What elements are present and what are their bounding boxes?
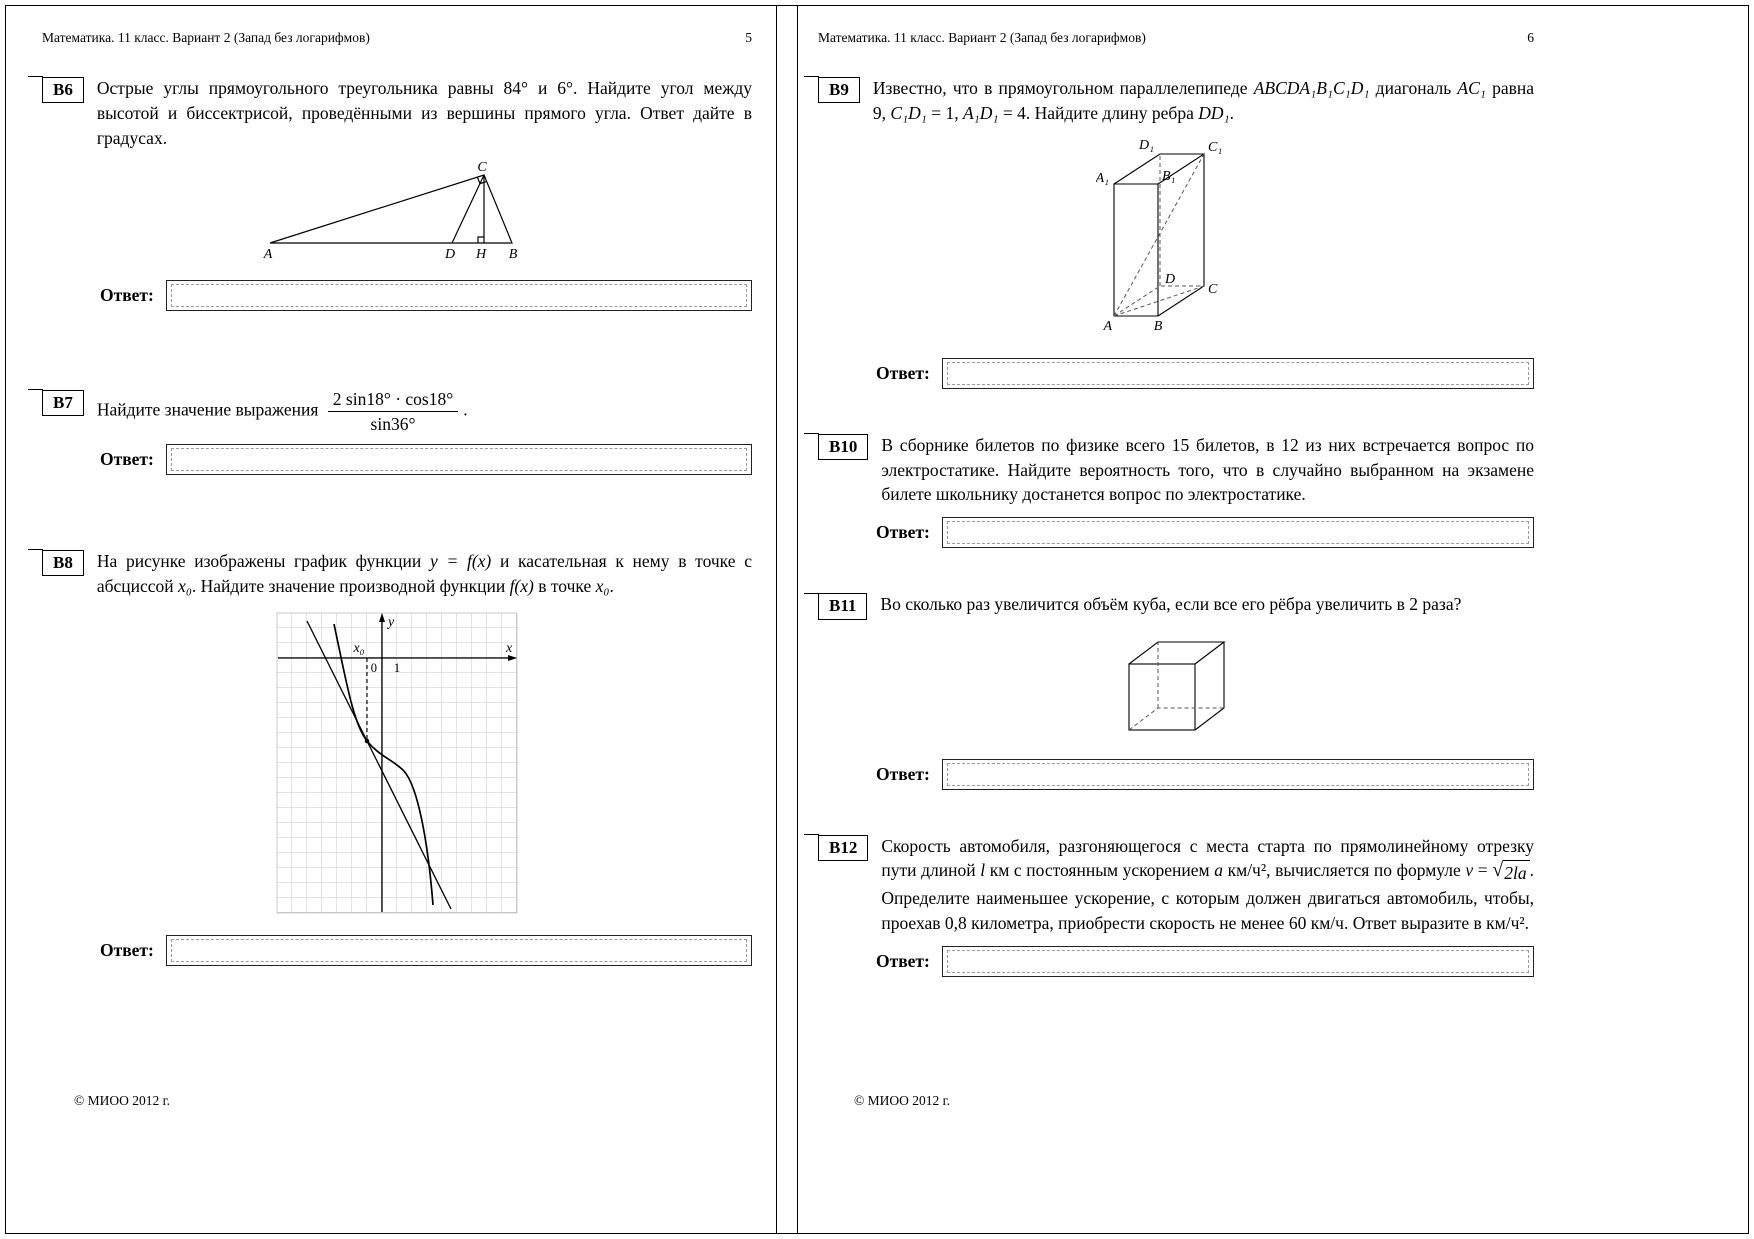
page-5-footer: © МИОО 2012 г. [74, 1093, 171, 1108]
answer-row-b10 [876, 517, 1534, 548]
b9-t1: Известно, что в прямоугольном параллелепипеде [872, 78, 1254, 98]
b9-m3: C₁D₁ [890, 102, 927, 123]
box-base-diagonal [1114, 286, 1204, 316]
cube-figure [818, 630, 1534, 747]
box-label-b: B [1153, 318, 1163, 334]
box-label-d: D [1165, 271, 1176, 287]
page-6 [798, 6, 1748, 1233]
answer-label-b12: Ответ: [876, 950, 930, 971]
radical-expression [1492, 860, 1529, 886]
answer-field-b11-inner [947, 763, 1529, 786]
answer-field-b10-inner [947, 521, 1529, 544]
problem-b12-label: В12 [818, 835, 868, 861]
page-5 [6, 6, 776, 1233]
b12-t3: км/ч², вычисляется по формуле [1223, 860, 1466, 881]
answer-label-b6: Ответ: [100, 284, 154, 305]
cube-figure-svg [1119, 630, 1234, 742]
triangle-figure-svg [262, 161, 532, 263]
vertex-label-b: B [508, 246, 518, 262]
box-label-c1: C₁ [1208, 139, 1223, 155]
problem-b11-label: В11 [818, 593, 867, 619]
problem-b11 [818, 592, 1534, 789]
b8-m4: x₀ [595, 575, 610, 596]
b12-m2: a [1214, 860, 1223, 881]
b12-t4: = [1473, 860, 1493, 881]
right-angle-mark-h [478, 237, 484, 243]
b8-t2: и касательная к нему в точке с абсциссой [96, 550, 752, 596]
page-5-header [42, 30, 752, 46]
answer-field-b6[interactable] [166, 280, 752, 311]
problem-b9-text [873, 76, 1534, 126]
page-5-number: 5 [745, 30, 752, 45]
b8-t5: . [609, 575, 614, 596]
fraction-numerator: 2 sin18° · cos18° [332, 388, 454, 409]
answer-label-b10: Ответ: [876, 522, 930, 543]
answer-field-b11[interactable] [942, 759, 1534, 790]
vertex-label-h: H [475, 246, 487, 262]
b9-t3: равна 9, [872, 78, 1535, 123]
b12-t1: Скорость автомобиля, разгоняющегося с места старта по прямолинейному отрезку пути длиной [881, 835, 1534, 881]
page-6-header-title: Математика. 11 класс. Вариант 2 (Запад без логарифмов) [818, 30, 1146, 45]
answer-label-b11: Ответ: [876, 763, 930, 784]
problem-b9 [818, 76, 1534, 389]
problem-b11-row [818, 592, 1534, 619]
page-divider [776, 6, 798, 1233]
radical-argument: 2la [1503, 860, 1529, 886]
problem-b7 [42, 389, 752, 475]
b8-m2: x₀ [178, 575, 192, 596]
answer-label-b9: Ответ: [876, 362, 930, 383]
b9-t5: = 4. Найдите длину ребра [998, 102, 1199, 123]
problem-b6 [42, 76, 752, 311]
box-label-d1: D₁ [1139, 137, 1154, 153]
b9-t4: = 1, [926, 102, 963, 123]
problem-b12-row [818, 834, 1534, 936]
problem-b6-label: В6 [42, 77, 84, 103]
b9-m2: AC₁ [1457, 78, 1486, 98]
b9-m1: ABCDA₁B₁C₁D₁ [1253, 78, 1370, 98]
box-label-a1: A₁ [1096, 170, 1109, 186]
answer-field-b9-inner [947, 362, 1529, 385]
vertex-label-a: A [263, 246, 273, 262]
fraction-expression [328, 389, 458, 434]
problem-b9-row [818, 76, 1534, 126]
parallelepiped-figure [818, 136, 1534, 346]
answer-field-b8-inner [171, 939, 747, 962]
page-5-header-title: Математика. 11 класс. Вариант 2 (Запад без логарифмов) [42, 30, 370, 45]
tangent-point [365, 739, 370, 744]
problem-b10 [818, 433, 1534, 549]
answer-field-b12[interactable] [942, 946, 1534, 977]
answer-field-b8[interactable] [166, 935, 752, 966]
b12-t2: км с постоянным ускорением [985, 860, 1215, 881]
problem-b6-row [42, 76, 752, 151]
answer-label-b8: Ответ: [100, 940, 154, 961]
b8-t3: . Найдите значение производной функции [191, 575, 510, 596]
problem-b10-text: В сборнике билетов по физике всего 15 билетов, в 12 из них встречается вопрос по электростатике. Найдите вероятность того, что в случайно выбранном на экзамене билете школьнику достанется вопрос по электростатике. [881, 434, 1534, 505]
b9-t6: . [1229, 102, 1234, 123]
triangle-figure [42, 161, 752, 268]
b8-t4: в точке [533, 575, 596, 596]
answer-row-b9 [876, 358, 1534, 389]
b8-t1: На рисунке изображены график функции [96, 550, 430, 571]
problem-b7-tail: . [463, 399, 468, 420]
b8-m1: y = f(x) [429, 550, 492, 571]
answer-field-b7[interactable] [166, 444, 752, 475]
answer-field-b12-inner [947, 950, 1529, 973]
answer-row-b11 [876, 759, 1534, 790]
unit-label: 1 [393, 661, 401, 676]
page-6-number: 6 [1527, 30, 1534, 45]
answer-row-b12 [876, 946, 1534, 977]
problem-b8 [42, 549, 752, 967]
answer-row-b7 [100, 444, 752, 475]
box-label-a: A [1103, 318, 1112, 334]
problem-b10-row [818, 433, 1534, 508]
b12-m3: v [1465, 860, 1474, 881]
answer-row-b6 [100, 280, 752, 311]
cube-right-face [1195, 642, 1224, 730]
origin-label: 0 [370, 661, 377, 676]
problem-b12-text [881, 834, 1534, 936]
page-6-footer: © МИОО 2012 г. [854, 1093, 951, 1108]
b9-t2: диагональ [1369, 78, 1458, 98]
triangle-outline [270, 175, 512, 243]
problem-b7-text [97, 389, 752, 434]
axis-label-y: y [388, 615, 395, 631]
answer-field-b10[interactable] [942, 517, 1534, 548]
box-front-face [1114, 184, 1158, 316]
problem-b8-label: В8 [42, 550, 84, 576]
problem-b7-lead: Найдите значение выражения [96, 399, 319, 420]
page-6-header [818, 30, 1534, 46]
b12-t5: . Определите наименьшее ускорение, с которым должен двигаться автомобиль, чтобы, проехав 0,8 километра, приобрести скорость не менее 60 км/ч. Ответ выразите в км/ч². [881, 860, 1534, 934]
b8-m3: f(x) [509, 575, 534, 596]
function-graph-svg [276, 612, 518, 914]
problem-b11-text: Во сколько раз увеличится объём куба, если все его рёбра увеличить в 2 раза? [880, 594, 1462, 615]
box-space-diagonal [1114, 154, 1204, 316]
cube-top-face [1129, 642, 1224, 664]
answer-field-b6-inner [171, 284, 747, 307]
b12-m1: l [980, 860, 986, 881]
function-graph-figure [42, 612, 752, 919]
vertex-label-c: C [477, 160, 487, 175]
box-label-b1: B₁ [1162, 168, 1176, 184]
problem-b10-label: В10 [818, 434, 868, 460]
answer-row-b8 [100, 935, 752, 966]
problem-b8-row [42, 549, 752, 599]
parallelepiped-figure-svg [1096, 136, 1256, 341]
box-top-face [1114, 154, 1204, 184]
sheet-frame [5, 5, 1749, 1234]
problem-b8-text [97, 549, 752, 599]
problem-b12 [818, 834, 1534, 977]
cube-front-face [1129, 664, 1195, 730]
vertex-label-d: D [444, 246, 456, 262]
x0-label: x₀ [353, 641, 365, 657]
problem-b7-label: В7 [42, 390, 84, 416]
axis-label-x: x [506, 641, 513, 657]
b9-m5: DD₁ [1198, 102, 1230, 123]
problem-b9-label: В9 [818, 77, 860, 103]
problem-b6-text: Острые углы прямоугольного треугольника равны 84° и 6°. Найдите угол между высотой и биссектрисой, проведёнными из вершины прямого угла. Ответ дайте в градусах. [96, 78, 752, 148]
problem-b7-row [42, 389, 752, 434]
triangle-bisector-line [452, 175, 484, 243]
radical-sign: √ [1492, 859, 1504, 882]
answer-field-b9[interactable] [942, 358, 1534, 389]
answer-label-b7: Ответ: [100, 448, 154, 469]
answer-field-b7-inner [171, 448, 747, 471]
box-label-c: C [1208, 281, 1218, 297]
b9-m4: A₁D₁ [962, 102, 999, 123]
fraction-denominator: sin36° [328, 411, 458, 434]
